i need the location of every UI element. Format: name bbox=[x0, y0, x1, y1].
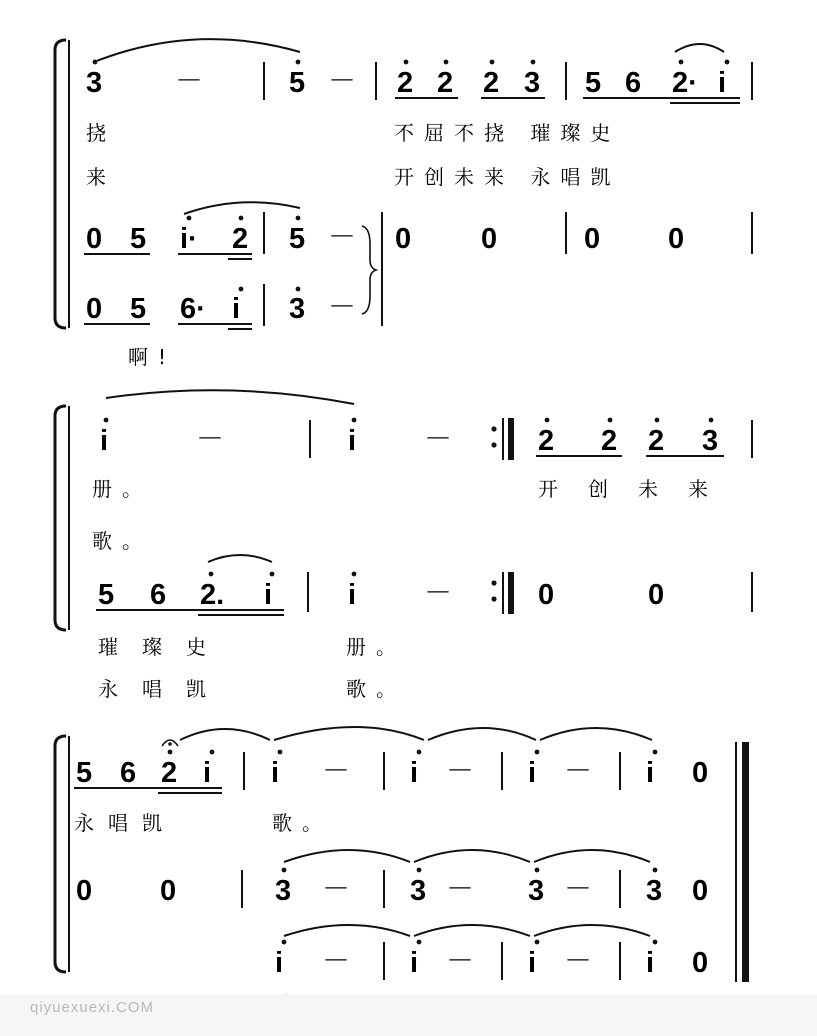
s1-row1 bbox=[86, 39, 752, 103]
s3r2-note: 3 bbox=[410, 875, 427, 907]
s2r2-dash: － bbox=[424, 577, 453, 608]
s1r3-note: 0 bbox=[584, 223, 601, 255]
s3r3-note: i bbox=[275, 947, 284, 979]
s3r2-dot bbox=[535, 868, 540, 873]
s3r1-dot bbox=[278, 750, 283, 755]
s2-lyric-2a: 永唱凯 bbox=[98, 677, 230, 701]
s3r3-dash: － bbox=[446, 945, 475, 976]
s3-lyric-a: 永唱凯 bbox=[74, 811, 176, 835]
s1-lyric-line1: 挠 bbox=[86, 121, 116, 145]
s2r1-dot bbox=[655, 418, 660, 423]
s1r3-note: 0 bbox=[481, 223, 498, 255]
s1r4-note: 6· bbox=[180, 293, 206, 325]
s1r1-note: 2 bbox=[397, 67, 414, 99]
s3r1-slur bbox=[180, 729, 270, 740]
s1r1-dot bbox=[679, 60, 684, 65]
s3r3-dash: － bbox=[564, 945, 593, 976]
s3-final-thick bbox=[742, 742, 749, 982]
s3r3-slur bbox=[284, 925, 410, 936]
s3r3-slur bbox=[534, 925, 650, 936]
s3r2-dash: － bbox=[564, 873, 593, 904]
s1-lyric-line2: 来 bbox=[86, 165, 116, 189]
s2-lyric-c: 歌。 bbox=[92, 529, 152, 553]
s2r1-dot bbox=[104, 418, 109, 423]
s3r2-note: 3 bbox=[275, 875, 292, 907]
s3r1-dash: － bbox=[564, 755, 593, 786]
s2r1-note: i bbox=[100, 425, 109, 457]
system-1 bbox=[55, 39, 752, 369]
s1r3-dot bbox=[187, 216, 192, 221]
s3r1-note: 2 bbox=[161, 757, 178, 789]
s2r2-note: 0 bbox=[648, 579, 665, 611]
s1r3-dot bbox=[296, 216, 301, 221]
system-3 bbox=[55, 727, 749, 1015]
s2r1-note: 2 bbox=[601, 425, 618, 457]
s1r1-dot bbox=[404, 60, 409, 65]
s3r3-dash: － bbox=[322, 945, 351, 976]
s2r1-dot bbox=[352, 418, 357, 423]
s2r2-note: 5 bbox=[98, 579, 115, 611]
s2r1-dash: － bbox=[424, 423, 453, 454]
s2r1-note: i bbox=[348, 425, 357, 457]
s1r1-dot bbox=[490, 60, 495, 65]
s3r1-fermata-dot bbox=[168, 742, 172, 746]
system-3-bracket bbox=[55, 736, 66, 972]
s1r1-dash: － bbox=[328, 65, 357, 96]
s1r1-note: 2 bbox=[437, 67, 454, 99]
s1r1-dot bbox=[93, 60, 98, 65]
s2-lyric-2b: 歌。 bbox=[346, 677, 406, 701]
s2r2-dot bbox=[352, 572, 357, 577]
s2r2-repeat-dot bbox=[491, 596, 496, 601]
s3r1-note: i bbox=[410, 757, 419, 789]
s3r2-slur bbox=[414, 850, 530, 862]
s3r2-slur bbox=[284, 850, 410, 862]
s1r4-note: 3 bbox=[289, 293, 306, 325]
s3r1-slur bbox=[540, 728, 652, 740]
s1r1-note: 3 bbox=[524, 67, 541, 99]
s1r3-slur bbox=[184, 202, 300, 214]
s1r3-note: i· bbox=[180, 223, 198, 255]
s2-lyric-1b: 册。 bbox=[346, 635, 406, 659]
s1-lyric-ah: 啊! bbox=[128, 345, 177, 369]
s1r3-note: 0 bbox=[86, 223, 103, 255]
s1r1-slur bbox=[94, 39, 300, 62]
s2r2-note: i bbox=[264, 579, 273, 611]
s1r4-dot bbox=[296, 287, 301, 292]
s3r1-note: 6 bbox=[120, 757, 137, 789]
s2r2-note: 0 bbox=[538, 579, 555, 611]
s3r1-dot bbox=[653, 750, 658, 755]
s1r1-dot bbox=[296, 60, 301, 65]
s1r1-dot bbox=[725, 60, 730, 65]
system-2 bbox=[55, 390, 752, 701]
s3r2-dash: － bbox=[322, 873, 351, 904]
s3r1-dot bbox=[210, 750, 215, 755]
s2r2-note: i bbox=[348, 579, 357, 611]
s3r2-slur bbox=[534, 850, 650, 862]
s2r1-note: 2 bbox=[648, 425, 665, 457]
s3r1-note: 0 bbox=[692, 757, 709, 789]
s3r1-note: i bbox=[203, 757, 212, 789]
s2r1-repeat-dot bbox=[491, 426, 496, 431]
s1r3-note: 0 bbox=[395, 223, 412, 255]
s1r1-note: 2· bbox=[672, 67, 698, 99]
s2r1-dot bbox=[608, 418, 613, 423]
s1r1-note: i bbox=[718, 67, 727, 99]
s3r1-dash: － bbox=[446, 755, 475, 786]
s2-lyric-1a: 璀璨史 bbox=[98, 635, 230, 659]
s1r4-dash: － bbox=[328, 291, 357, 322]
s2r1-dash: － bbox=[196, 423, 225, 454]
s1r3-note: 5 bbox=[130, 223, 147, 255]
s3r2-dot bbox=[282, 868, 287, 873]
s1-lyric-line2b: 开创未来 永唱凯 bbox=[394, 165, 621, 189]
s1r3-dash: － bbox=[328, 221, 357, 252]
s3r3-dot bbox=[417, 940, 422, 945]
watermark bbox=[0, 994, 817, 1036]
s1r1-note: 6 bbox=[625, 67, 642, 99]
s1r3-note: 0 bbox=[668, 223, 685, 255]
s3r1-dot bbox=[535, 750, 540, 755]
s3r3-note: i bbox=[528, 947, 537, 979]
s2r2-repeat-thick bbox=[508, 572, 514, 614]
s3r3-dot bbox=[653, 940, 658, 945]
s3r3-dot bbox=[535, 940, 540, 945]
s3r1-slur bbox=[274, 727, 424, 740]
s3r2-note: 3 bbox=[528, 875, 545, 907]
s3r1-note: i bbox=[528, 757, 537, 789]
s1-voice-brace bbox=[362, 226, 376, 314]
s1r1-dot bbox=[444, 60, 449, 65]
s2r2-note: 2. bbox=[200, 579, 225, 611]
s2r1-repeat-thick bbox=[508, 418, 514, 460]
s3r3-note: i bbox=[646, 947, 655, 979]
system-2-bracket bbox=[55, 406, 66, 630]
s3r3-dot bbox=[282, 940, 287, 945]
s1r4-note: 0 bbox=[86, 293, 103, 325]
s3r1-dot bbox=[168, 750, 173, 755]
s3r1-dash: － bbox=[322, 755, 351, 786]
s1r3-note: 2 bbox=[232, 223, 249, 255]
s2r2-repeat-dot bbox=[491, 580, 496, 585]
s1r3-dot bbox=[239, 216, 244, 221]
s3-lyric-b: 歌。 bbox=[272, 811, 332, 835]
s1r3-note: 5 bbox=[289, 223, 306, 255]
s3r2-note: 0 bbox=[76, 875, 93, 907]
s2r1-note: 3 bbox=[702, 425, 719, 457]
s1r4-note: 5 bbox=[130, 293, 147, 325]
s2r1-dot bbox=[545, 418, 550, 423]
s1r1-dash: － bbox=[175, 65, 204, 96]
s1r1-note: 5 bbox=[289, 67, 306, 99]
s3r2-dash: － bbox=[446, 873, 475, 904]
s2r1-note: 2 bbox=[538, 425, 555, 457]
s1r4-dot bbox=[239, 287, 244, 292]
s3r1-slur bbox=[428, 728, 536, 740]
watermark-text: qiyuexuexi.COM bbox=[30, 999, 155, 1016]
s1-row4 bbox=[84, 284, 356, 329]
s1r1-tie bbox=[675, 44, 724, 52]
s3r1-dot bbox=[417, 750, 422, 755]
s2r2-dot bbox=[270, 572, 275, 577]
s3r2-dot bbox=[417, 868, 422, 873]
s1-lyric-line1b: 不屈不挠 璀璨史 bbox=[394, 121, 621, 145]
s2r1-slur bbox=[106, 390, 354, 404]
s2r2-note: 6 bbox=[150, 579, 167, 611]
s3r1-note: i bbox=[646, 757, 655, 789]
s1r1-note: 5 bbox=[585, 67, 602, 99]
s2r2-tie bbox=[208, 555, 272, 562]
s1r4-note: i bbox=[232, 293, 241, 325]
s3r1-note: i bbox=[271, 757, 280, 789]
s1r1-dot bbox=[531, 60, 536, 65]
s3r2-dot bbox=[653, 868, 658, 873]
s3r2-note: 3 bbox=[646, 875, 663, 907]
s2r1-dot bbox=[709, 418, 714, 423]
s2r2-dot bbox=[209, 572, 214, 577]
s1r1-note: 3 bbox=[86, 67, 103, 99]
s3r2-note: 0 bbox=[692, 875, 709, 907]
system-1-bracket bbox=[55, 40, 66, 328]
s2r1-repeat-dot bbox=[491, 442, 496, 447]
s2-lyric-b: 开创未来 bbox=[538, 477, 738, 501]
s3r1-note: 5 bbox=[76, 757, 93, 789]
s3r2-note: 0 bbox=[160, 875, 177, 907]
s2-lyric-a: 册。 bbox=[92, 477, 152, 501]
s3r3-note: 0 bbox=[692, 947, 709, 979]
s3r3-slur bbox=[414, 925, 530, 936]
s1r1-note: 2 bbox=[483, 67, 500, 99]
s3r3-note: i bbox=[410, 947, 419, 979]
